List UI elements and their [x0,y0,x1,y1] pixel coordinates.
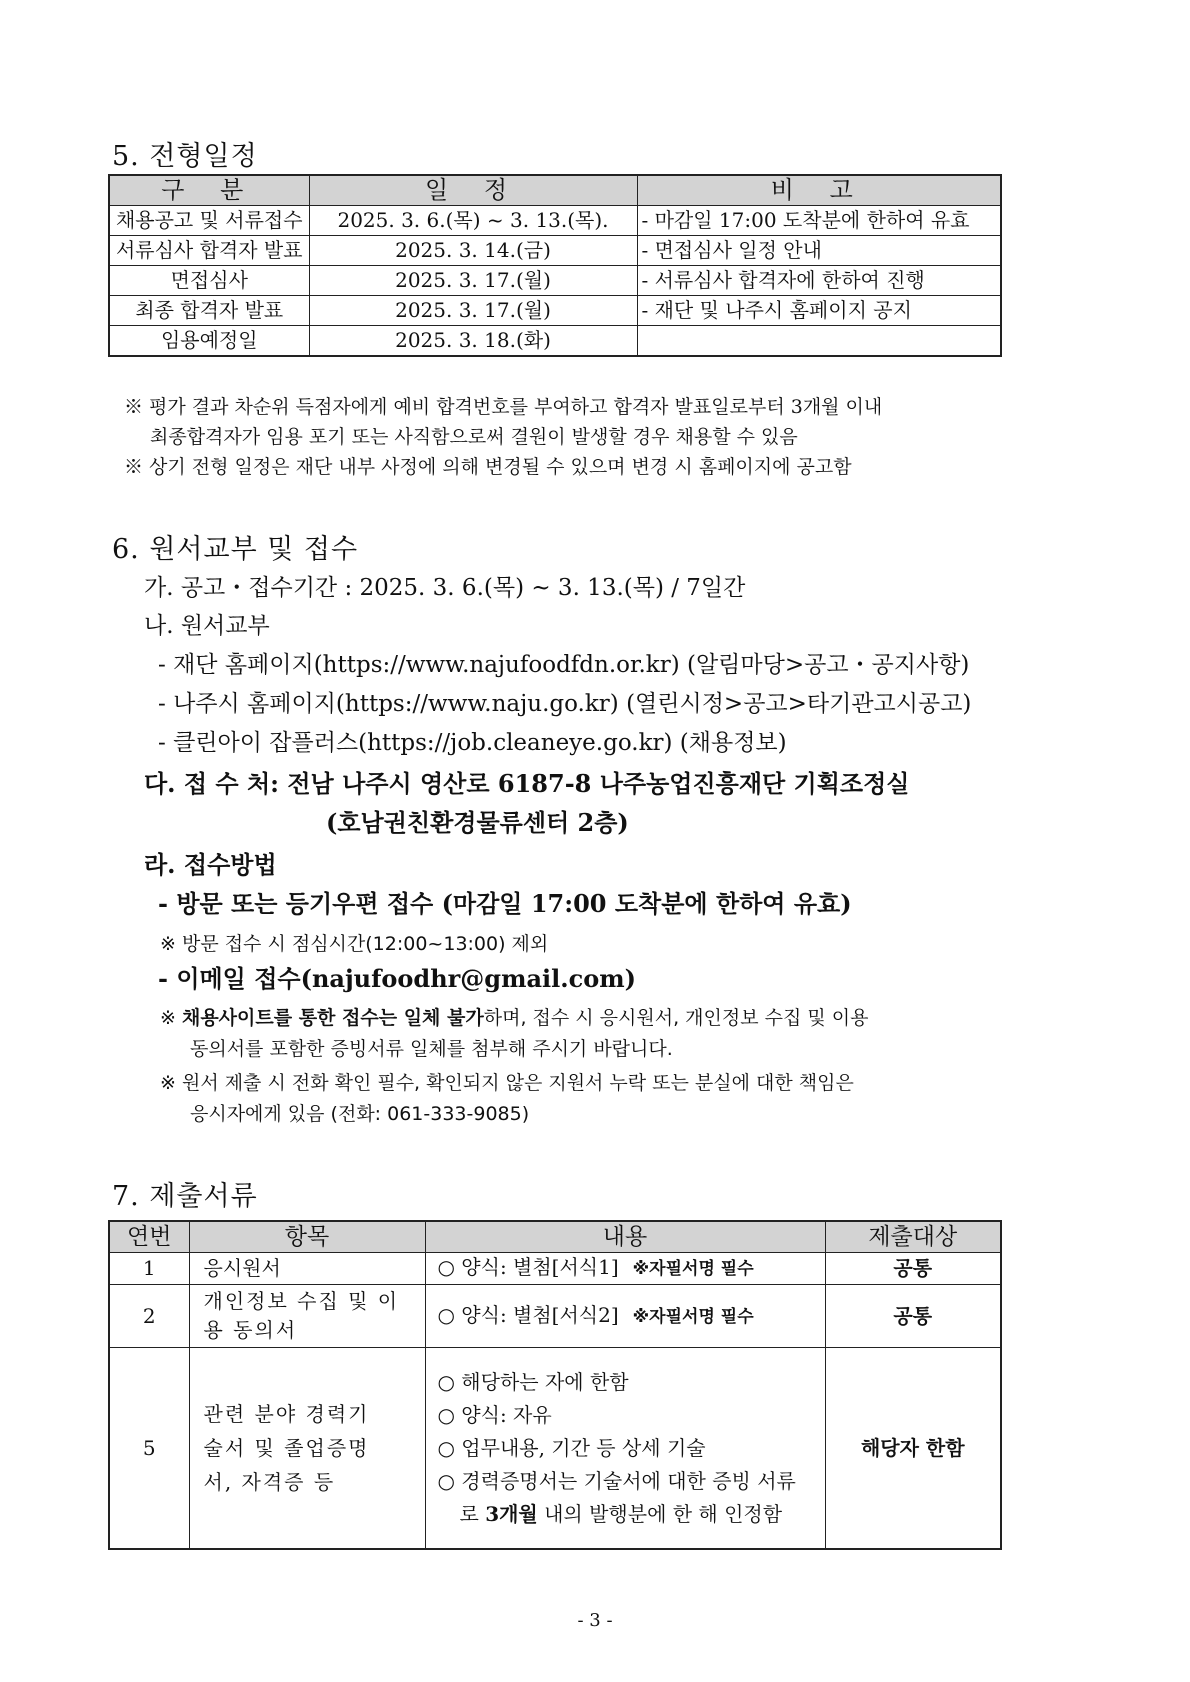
header-category: 구 분 [109,175,309,206]
documents-header-row [109,1221,1001,1253]
target-cell: 해당자 한함 [825,1348,1001,1550]
item-cell: 응시원서 [189,1253,425,1285]
schedule-cell: 2025. 3. 6.(목) ~ 3. 13.(목). [309,206,637,236]
submission-note-2: ※ 원서 제출 시 전화 확인 필수, 확인되지 않은 지원서 누락 또는 분실에 대한 책임은 [160,1072,854,1094]
submission-note-2-cont: 응시자에게 있음 (전화: 061-333-9085) [190,1103,530,1125]
content-line: ○ 해당하는 자에 한함 [437,1369,629,1394]
table-row [109,326,1001,357]
category-cell: 채용공고 및 서류접수 [109,206,309,236]
submission-note-emphasis: 채용사이트를 통한 접수는 일체 불가 [181,1007,484,1029]
table-row [109,1253,1001,1285]
target-cell: 공통 [825,1253,1001,1285]
submission-note-1: ※ 채용사이트를 통한 접수는 일체 불가하며, 접수 시 응시원서, 개인정보 수집 및 이용 [160,1007,869,1029]
distribution-foundation: - 재단 홈페이지(https://www.najufoodfdn.or.kr) (알림마당>공고・공지사항) [158,652,970,678]
application-place-detail: (호남권친환경물류센터 2층) [326,808,629,837]
distribution-cleaneye: - 클린아이 잡플러스(https://job.cleaneye.go.kr) (채용정보) [158,730,787,756]
signature-required: ※자필서명 필수 [632,1259,754,1279]
table-row [109,1348,1001,1550]
note-cell: - 면접심사 일정 안내 [637,236,1001,266]
header-item: 항목 [189,1221,425,1253]
schedule-table [108,174,1002,357]
signature-required: ※자필서명 필수 [632,1306,754,1327]
item-cell: 개인정보 수집 및 이용 동의서 [189,1285,425,1348]
no-cell: 5 [109,1348,189,1550]
category-cell: 서류심사 합격자 발표 [109,236,309,266]
header-schedule: 일 정 [309,175,637,206]
schedule-note-2: ※ 상기 전형 일정은 재단 내부 사정에 의해 변경될 수 있으며 변경 시 홈페이지에 공고함 [124,456,852,478]
content-cell [425,1348,825,1550]
schedule-note-1-cont: 최종합격자가 임용 포기 또는 사직함으로써 결원이 발생할 경우 채용할 수 있음 [150,426,798,448]
note-cell: - 마감일 17:00 도착분에 한하여 유효 [637,206,1001,236]
schedule-cell: 2025. 3. 17.(월) [309,296,637,326]
schedule-cell: 2025. 3. 14.(금) [309,236,637,266]
table-row [109,296,1001,326]
method-title: 라. 접수방법 [144,850,277,879]
table-row [109,206,1001,236]
section-5-title: 5. 전형일정 [112,141,258,172]
table-row [109,266,1001,296]
no-cell: 1 [109,1253,189,1285]
category-cell: 면접심사 [109,266,309,296]
content-line: ○ 업무내용, 기간 등 상세 기술 [437,1435,706,1460]
note-cell: - 재단 및 나주시 홈페이지 공지 [637,296,1001,326]
content-line: ○ 양식: 자유 [437,1402,552,1427]
three-months-emphasis: 3개월 [485,1501,538,1526]
category-cell: 최종 합격자 발표 [109,296,309,326]
header-target: 제출대상 [825,1221,1001,1253]
item-cell: 관련 분야 경력기술서 및 졸업증명서, 자격증 등 [189,1348,425,1550]
schedule-cell: 2025. 3. 17.(월) [309,266,637,296]
method-visit: - 방문 또는 등기우편 접수 (마감일 17:00 도착분에 한하여 유효) [158,889,852,918]
distribution-naju-city: - 나주시 홈페이지(https://www.naju.go.kr) (열린시정>공고>타기관고시공고) [158,691,972,717]
page-number: - 3 - [577,1610,613,1631]
method-visit-note: ※ 방문 접수 시 점심시간(12:00~13:00) 제외 [160,933,549,955]
note-cell [637,326,1001,357]
schedule-note-1: ※ 평가 결과 차순위 득점자에게 예비 합격번호를 부여하고 합격자 발표일로부터 3개월 이내 [124,396,883,418]
category-cell: 임용예정일 [109,326,309,357]
note-cell: - 서류심사 합격자에 한하여 진행 [637,266,1001,296]
application-period: 가. 공고・접수기간 : 2025. 3. 6.(목) ~ 3. 13.(목) / 7일간 [144,575,746,601]
schedule-header-row [109,175,1001,206]
header-note: 비 고 [637,175,1001,206]
no-cell: 2 [109,1285,189,1348]
schedule-cell: 2025. 3. 18.(화) [309,326,637,357]
target-cell: 공통 [825,1285,1001,1348]
content-line: ○ 경력증명서는 기술서에 대한 증빙 서류로 3개월 내의 발행분에 한 해 인정함 [437,1468,796,1526]
method-email: - 이메일 접수(najufoodhr@gmail.com) [158,964,636,993]
content-cell: ○ 양식: 별첨[서식1] ※자필서명 필수 [425,1253,825,1285]
table-row [109,1285,1001,1348]
distribution-title: 나. 원서교부 [144,613,270,639]
documents-table [108,1220,1002,1550]
content-cell: ○ 양식: 별첨[서식2] ※자필서명 필수 [425,1285,825,1348]
header-content: 내용 [425,1221,825,1253]
header-no: 연번 [109,1221,189,1253]
submission-note-1-cont: 동의서를 포함한 증빙서류 일체를 첨부해 주시기 바랍니다. [190,1038,673,1060]
application-place: 다. 접 수 처: 전남 나주시 영산로 6187-8 나주농업진흥재단 기획조정실 [144,769,910,798]
section-6-title: 6. 원서교부 및 접수 [112,534,359,565]
section-7-title: 7. 제출서류 [112,1181,258,1212]
table-row [109,236,1001,266]
